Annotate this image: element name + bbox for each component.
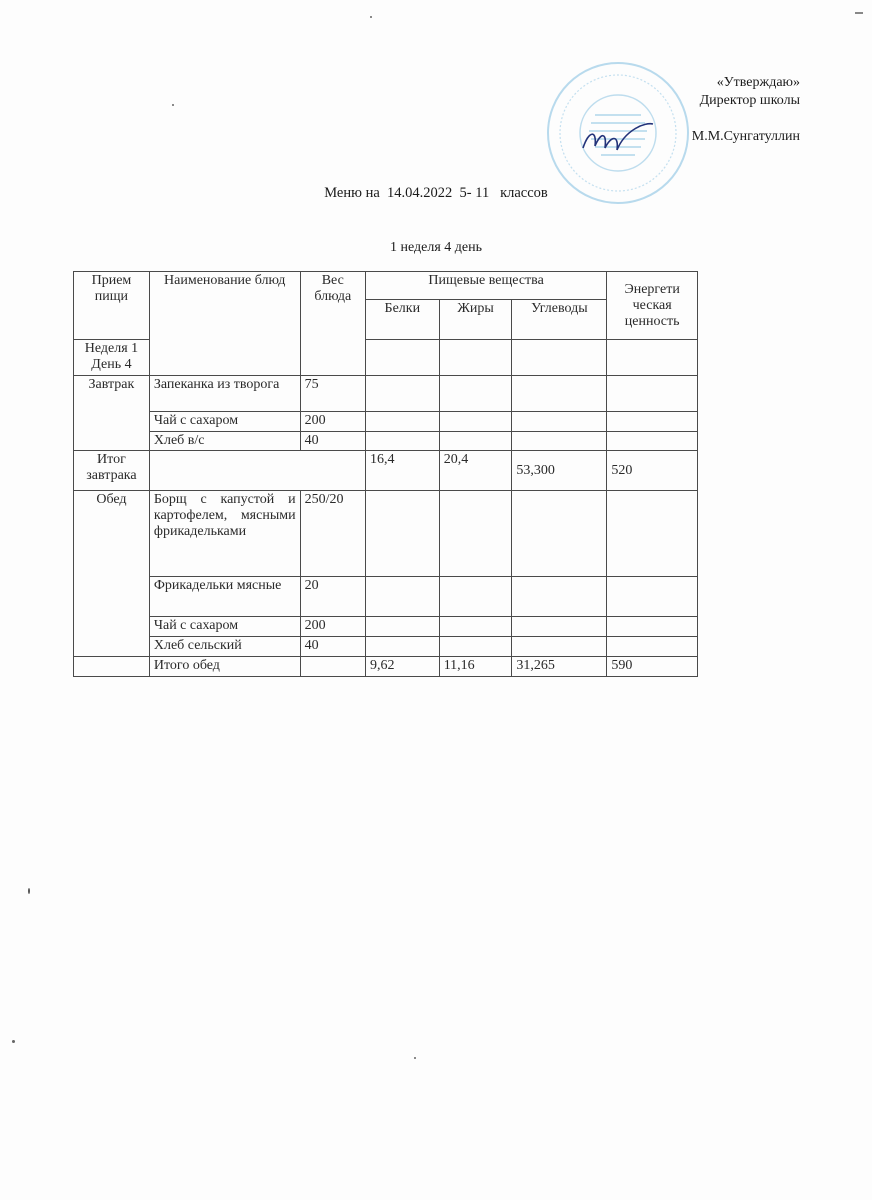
total-fat: 11,16: [439, 657, 512, 677]
header-carbs: Углеводы: [512, 300, 607, 340]
scan-speck: [28, 888, 30, 894]
header-weight: Вес блюда: [300, 272, 365, 376]
table-row: [74, 577, 698, 617]
dish-weight: 200: [300, 617, 365, 637]
table-row: [74, 376, 698, 412]
dish-name: Запеканка из творога: [149, 376, 300, 412]
header-energy: Энергети ческая ценность: [607, 272, 698, 340]
scan-speck: [370, 16, 372, 18]
approval-name: М.М.Сунгатуллин: [691, 129, 800, 144]
total-label: Итого обед: [149, 657, 300, 677]
header-fat: Жиры: [439, 300, 512, 340]
meal-lunch: Обед: [74, 491, 150, 657]
menu-table: [73, 271, 698, 677]
total-carbs: 53,300: [512, 451, 607, 491]
header-nutrients: Пищевые вещества: [365, 272, 606, 300]
total-carbs: 31,265: [512, 657, 607, 677]
approval-position: Директор школы: [699, 93, 800, 108]
approval-block: [692, 74, 800, 146]
meal-breakfast: Завтрак: [74, 376, 150, 451]
dish-name: Хлеб сельский: [149, 637, 300, 657]
table-row: [74, 617, 698, 637]
dish-weight: 20: [300, 577, 365, 617]
total-label: Итог завтрака: [74, 451, 150, 491]
dish-name: Чай с сахаром: [149, 617, 300, 637]
header-dish: Наименование блюд: [149, 272, 300, 376]
table-row: [74, 491, 698, 577]
scan-speck: [172, 104, 174, 106]
total-energy: 590: [607, 657, 698, 677]
total-protein: 16,4: [365, 451, 439, 491]
total-protein: 9,62: [365, 657, 439, 677]
menu-subtitle: 1 неделя 4 день: [390, 240, 482, 255]
dish-weight: 250/20: [300, 491, 365, 577]
dish-name: Борщ с капустой и картофелем, мясными фрикадельками: [149, 491, 300, 577]
dish-name: Хлеб в/с: [149, 432, 300, 451]
table-row: [74, 412, 698, 432]
menu-title: Меню на 14.04.2022 5- 11 классов: [324, 185, 548, 201]
approval-heading: «Утверждаю»: [716, 75, 800, 90]
dish-weight: 75: [300, 376, 365, 412]
scan-speck: [855, 12, 863, 14]
total-fat: 20,4: [439, 451, 512, 491]
header-meal: Прием пищи: [74, 272, 150, 340]
signature-icon: [583, 124, 653, 150]
lunch-total-row: [74, 657, 698, 677]
scan-speck: [12, 1040, 15, 1043]
dish-name: Фрикадельки мясные: [149, 577, 300, 617]
table-row: [74, 637, 698, 657]
dish-weight: 200: [300, 412, 365, 432]
dish-name: Чай с сахаром: [149, 412, 300, 432]
scan-speck: [414, 1057, 416, 1059]
dish-weight: 40: [300, 432, 365, 451]
header-week-day: Неделя 1 День 4: [74, 340, 150, 376]
total-energy: 520: [607, 451, 698, 491]
header-protein: Белки: [365, 300, 439, 340]
table-row: [74, 432, 698, 451]
breakfast-total-row: [74, 451, 698, 491]
dish-weight: 40: [300, 637, 365, 657]
